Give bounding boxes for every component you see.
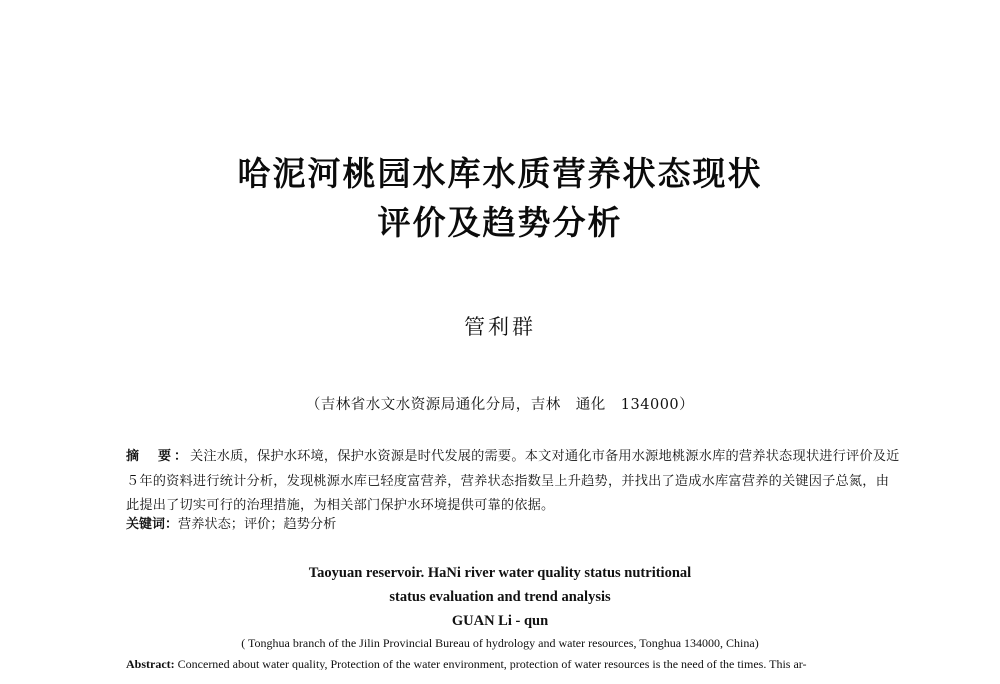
keywords-cn-text: 营养状态；评价；趋势分析 (178, 517, 337, 532)
abstract-en (126, 658, 901, 670)
affiliation-en: ( Tonghua branch of the Jilin Provincial Bureau of hydrology and water resources, Tonghua 134000, China) (241, 636, 759, 650)
title-en-line2: status evaluation and trend analysis (389, 589, 611, 605)
abstract-cn (126, 445, 901, 519)
abstract-en-label: Abstract: (126, 658, 175, 670)
author-en: GUAN Li - qun (451, 613, 549, 629)
affiliation-cn: （吉林省水文水资源局通化分局，吉林 通化 134000） (305, 397, 695, 413)
keywords-cn (126, 518, 336, 531)
abstract-en-text: Concerned about water quality, Protection of the water environment, protection of water resources is the need of the times. This ar- (177, 658, 807, 670)
abstract-cn-text: 关注水质，保护水环境，保护水资源是时代发展的需要。本文对通化市备用水源地桃源水库的营养状态现状进行评价及近５年的资料进行统计分析，发现桃源水库已轻度富营养，营养状态指数呈上升趋势，并找出了造成水库富营养的关键因子总氮，由此提出了切实可行的治理措施，为相关部门保护水环境提供可靠的依据。 (126, 449, 900, 513)
title-cn-line2: 评价及趋势分析 (377, 203, 623, 242)
title-en-line1: Taoyuan reservoir. HaNi river water quality status nutritional (308, 565, 692, 581)
author-cn: 管利群 (464, 315, 536, 339)
title-cn-line1: 哈泥河桃园水库水质营养状态现状 (237, 154, 763, 193)
keywords-cn-label: 关键词： (126, 517, 179, 532)
abstract-cn-label: 摘 要： (126, 449, 191, 464)
